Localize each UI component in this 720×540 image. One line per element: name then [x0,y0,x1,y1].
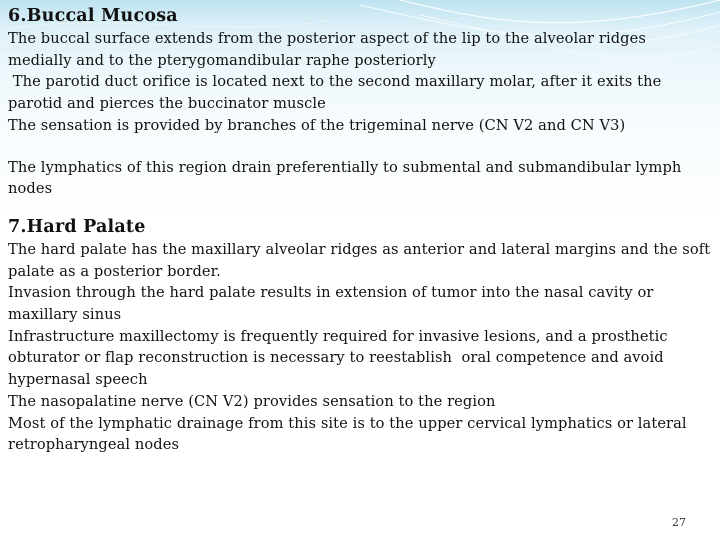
spacer [8,137,714,157]
paragraph: Most of the lymphatic drainage from this site is to the upper cervical lymphatics or lateral retropharyngeal nodes [8,414,687,454]
paragraph: The sensation is provided by branches of the trigeminal nerve (CN V2 and CN V3) [8,116,626,134]
paragraph: Invasion through the hard palate results in extension of tumor into the nasal cavity or maxillary sinus [8,284,654,324]
paragraph: The lymphatics of this region drain preferentially to submental and submandibular lymph nodes [8,158,682,198]
section-title-buccal-mucosa: 6.Buccal Mucosa [8,6,178,26]
paragraph: The buccal surface extends from the posterior aspect of the lip to the alveolar ridges medially and to the pterygomandibular raphe posteriorly [8,30,646,69]
paragraph: The parotid duct orifice is located next to the second maxillary molar, after it exits the parotid and pierces the buccinator muscle [8,73,667,113]
page-number: 27 [672,516,686,529]
paragraph: The nasopalatine nerve (CN V2) provides sensation to the region [8,392,496,410]
paragraph: Infrastructure maxillectomy is frequently required for invasive lesions, and a prosthetic obturator or flap reconstruction is necessary to reestablish oral competence and avoid hypernasal speech [8,327,673,389]
section-title-hard-palate: 7.Hard Palate [8,216,146,237]
slide-content [8,0,714,456]
paragraph: The hard palate has the maxillary alveolar ridges as anterior and lateral margins and the soft palate as a posterior border. [8,240,711,280]
